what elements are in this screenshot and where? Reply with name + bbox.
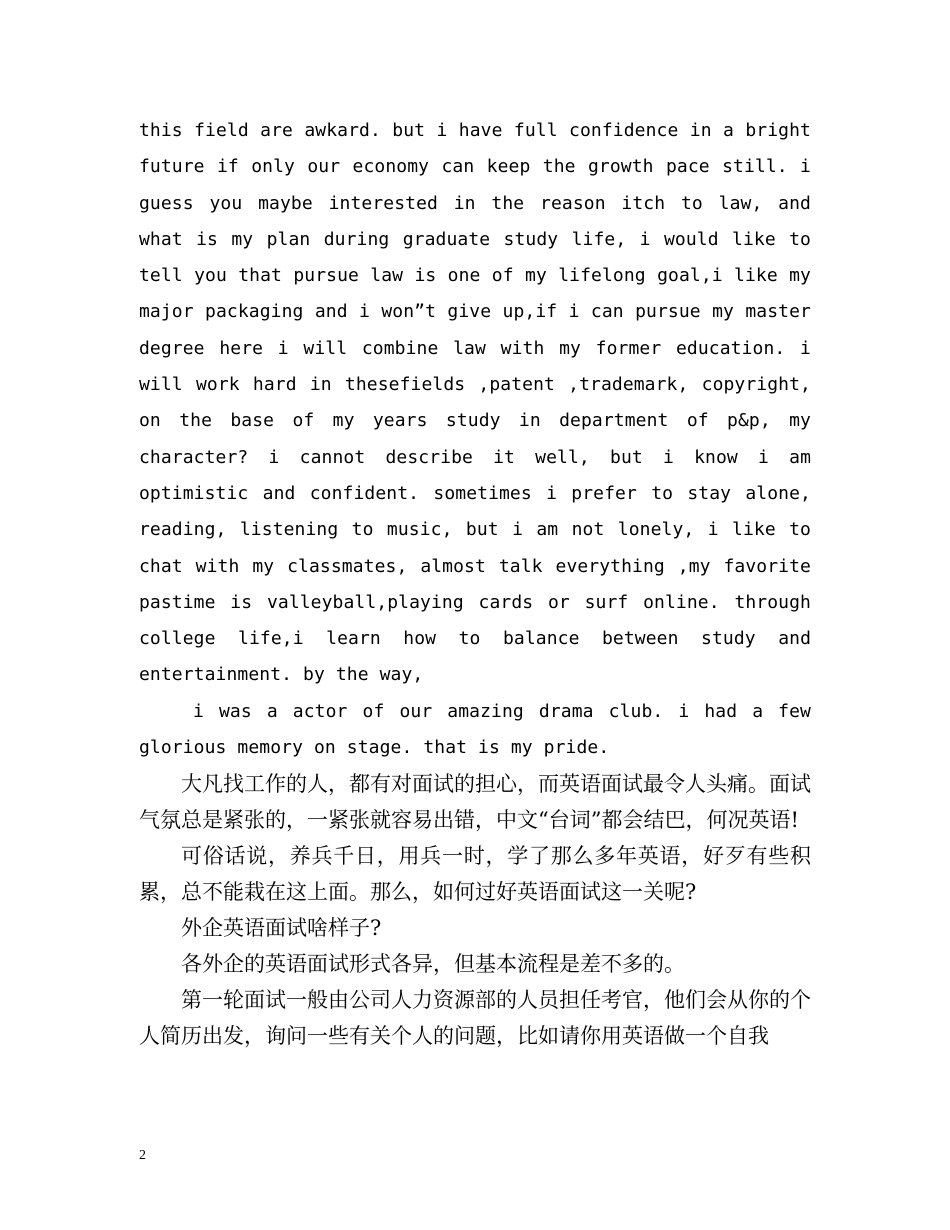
chinese-paragraph-1: 大凡找工作的人，都有对面试的担心，而英语面试最令人头痛。面试气氛总是紧张的，一紧张就容易出错，中文“台词”都会结巴，何况英语! — [139, 772, 811, 833]
chinese-paragraph-4: 第一轮面试一般由公司人力资源部的人员担任考官，他们会从你的个人简历出发，询问一些有关个人的问题，比如请你用英语做一个自我 — [139, 988, 811, 1049]
english-paragraph-1: this field are awkard. but i have full confidence in a bright future if only our economy can keep the growth pace still. i guess you maybe interested in the reason itch to law, and what is my plan during graduate study life, i would like to tell you that pursue law is one of my lifelong goal,i like my major packaging and i won”t give up,if i can pursue my master degree here i will combine law with my former education. i will work hard in thesefields ,patent ,trademark, copyright, on the base of my years study in department of p&p, my character? i cannot describe it well, but i know i am optimistic and confident. sometimes i prefer to stay alone, reading, listening to music, but i am not lonely, i like to chat with my classmates, almost talk everything ,my favorite pastime is valleyball,playing cards or surf online. through college life,i learn how to balance between study and entertainment. by the way, — [139, 120, 811, 686]
chinese-paragraph-2: 可俗话说，养兵千日，用兵一时，学了那么多年英语，好歹有些积累，总不能栽在这上面。那么，如何过好英语面试这一关呢? — [139, 844, 811, 905]
page-number: 2 — [139, 1148, 146, 1163]
chinese-paragraph-3: 各外企的英语面试形式各异，但基本流程是差不多的。 — [181, 952, 685, 977]
chinese-heading-question: 外企英语面试啥样子? — [181, 916, 382, 941]
document-body — [139, 113, 811, 1054]
english-paragraph-2: i was a actor of our amazing drama club. i had a few glorious memory on stage. that is my pride. — [139, 700, 811, 759]
